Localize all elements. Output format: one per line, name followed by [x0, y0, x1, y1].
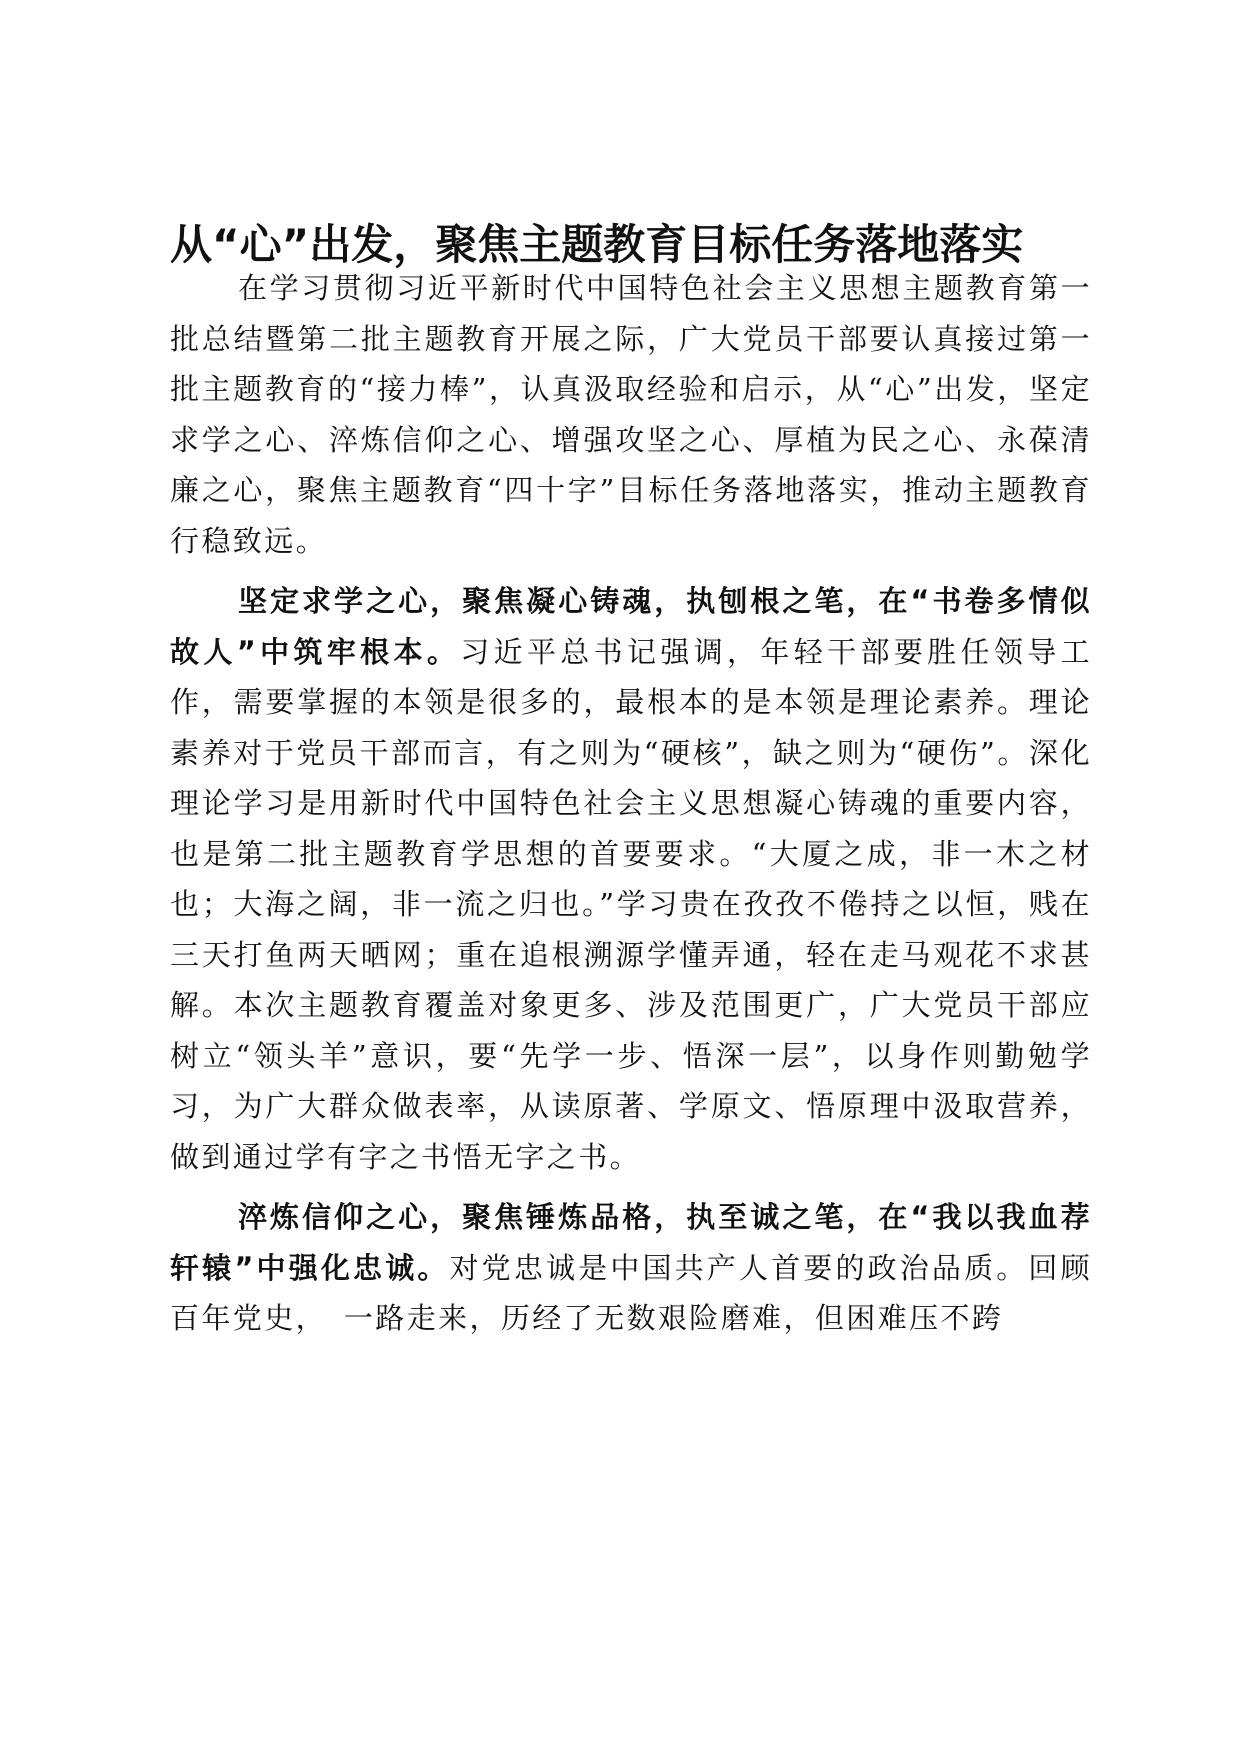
- document-body: [170, 263, 1092, 1354]
- document-title: 从“心”出发，聚焦主题教育目标任务落地落实: [170, 220, 1024, 269]
- paragraph-lead: 淬炼信仰之心，聚焦锤炼品格，执至诚之笔，在“我以我血荐轩辕”中强化忠诚。: [170, 1200, 1092, 1285]
- paragraph-faith: [170, 1192, 1092, 1344]
- paragraph-text: 在学习贯彻习近平新时代中国特色社会主义思想主题教育第一批总结暨第二批主题教育开展之际，广大党员干部要认真接过第一批主题教育的“接力棒”，认真汲取经验和启示，从“心”出发，坚定求学之心、淬炼信仰之心、增强攻坚之心、厚植为民之心、永葆清廉之心，聚焦主题教育“四十字”目标任务落地落实，推动主题教育行稳致远。: [170, 271, 1092, 558]
- paragraph-text: 对党忠诚是中国共产人首要的政治品质。回顾百年党史， 一路走来，历经了无数艰险磨难，但困难压不跨: [170, 1250, 1092, 1335]
- paragraph-text: 习近平总书记强调，年轻干部要胜任领导工作，需要掌握的本领是很多的，最根本的是本领是理论素养。理论素养对于党员干部而言，有之则为“硬核”，缺之则为“硬伤”。深化理论学习是用新时代中国特色社会主义思想凝心铸魂的重要内容，也是第二批主题教育学思想的首要要求。“大厦之成，非一木之材也；大海之阔，非一流之归也。”学习贵在孜孜不倦持之以恒，贱在三天打鱼两天晒网；重在追根溯源学懂弄通，轻在走马观花不求甚解。本次主题教育覆盖对象更多、涉及范围更广，广大党员干部应树立“领头羊”意识，要“先学一步、悟深一层”，以身作则勤勉学习，为广大群众做表率，从读原著、学原文、悟原理中汲取营养，做到通过学有字之书悟无字之书。: [170, 634, 1092, 1174]
- paragraph-intro: [170, 263, 1092, 566]
- paragraph-study: [170, 576, 1092, 1182]
- paragraph-lead: 坚定求学之心，聚焦凝心铸魂，执刨根之笔，在“书卷多情似故人”中筑牢根本。: [170, 584, 1092, 669]
